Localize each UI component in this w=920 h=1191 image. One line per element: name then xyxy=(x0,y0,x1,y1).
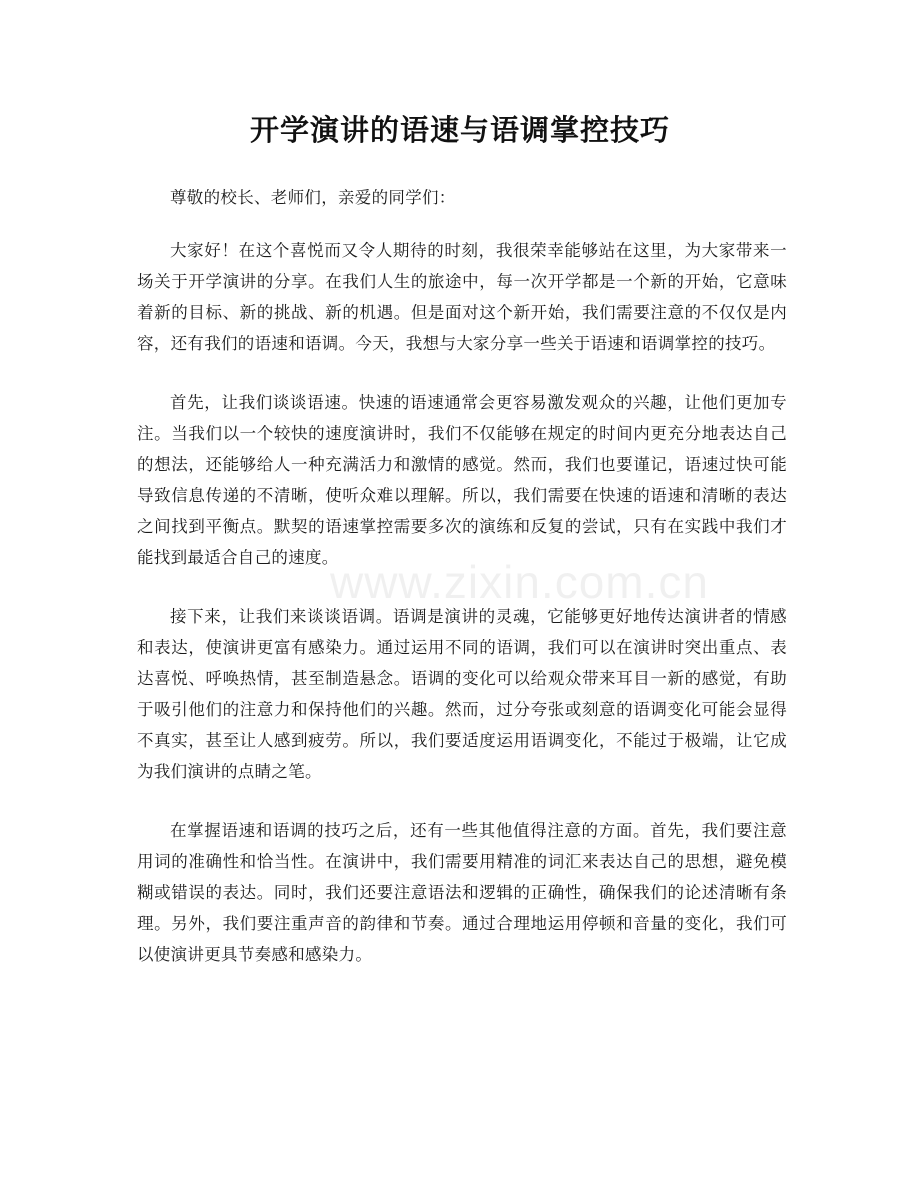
paragraph-other-aspects: 在掌握语速和语调的技巧之后，还有一些其他值得注意的方面。首先，我们要注意用词的准确性和恰当性。在演讲中，我们需要用精准的词汇来表达自己的思想，避免模糊或错误的表达。同时，我们还要注意语法和逻辑的正确性，确保我们的论述清晰有条理。另外，我们要注重声音的韵律和节奏。通过合理地运用停顿和音量的变化，我们可以使演讲更具节奏感和感染力。 xyxy=(137,821,787,964)
paragraph-speech-speed: 首先，让我们谈谈语速。快速的语速通常会更容易激发观众的兴趣，让他们更加专注。当我们以一个较快的速度演讲时，我们不仅能够在规定的时间内更充分地表达自己的想法，还能够给人一种充满活力和激情的感觉。然而，我们也要谨记，语速过快可能导致信息传递的不清晰，使听众难以理解。所以，我们需要在快速的语速和清晰的表达之间找到平衡点。默契的语速掌控需要多次的演练和反复的尝试，只有在实践中我们才能找到最适合自己的速度。 xyxy=(137,393,787,567)
paragraph-greeting: 尊敬的校长、老师们，亲爱的同学们： xyxy=(170,188,456,207)
document-body xyxy=(137,182,787,998)
watermark: www.zixin.com.cn xyxy=(330,556,709,608)
document-title: 开学演讲的语速与语调掌控技巧 xyxy=(249,113,670,147)
paragraph-intro: 大家好！在这个喜悦而又令人期待的时刻，我很荣幸能够站在这里，为大家带来一场关于开学演讲的分享。在我们人生的旅途中，每一次开学都是一个新的开始，它意味着新的目标、新的挑战、新的机遇。但是面对这个新开始，我们需要注意的不仅仅是内容，还有我们的语速和语调。今天，我想与大家分享一些关于语速和语调掌控的技巧。 xyxy=(137,241,787,353)
paragraph-intonation: 接下来，让我们来谈谈语调。语调是演讲的灵魂，它能够更好地传达演讲者的情感和表达，使演讲更富有感染力。通过运用不同的语调，我们可以在演讲时突出重点、表达喜悦、呼唤热情，甚至制造悬念。语调的变化可以给观众带来耳目一新的感觉，有助于吸引他们的注意力和保持他们的兴趣。然而，过分夸张或刻意的语调变化可能会显得不真实，甚至让人感到疲劳。所以，我们要适度运用语调变化，不能过于极端，让它成为我们演讲的点睛之笔。 xyxy=(137,607,787,781)
